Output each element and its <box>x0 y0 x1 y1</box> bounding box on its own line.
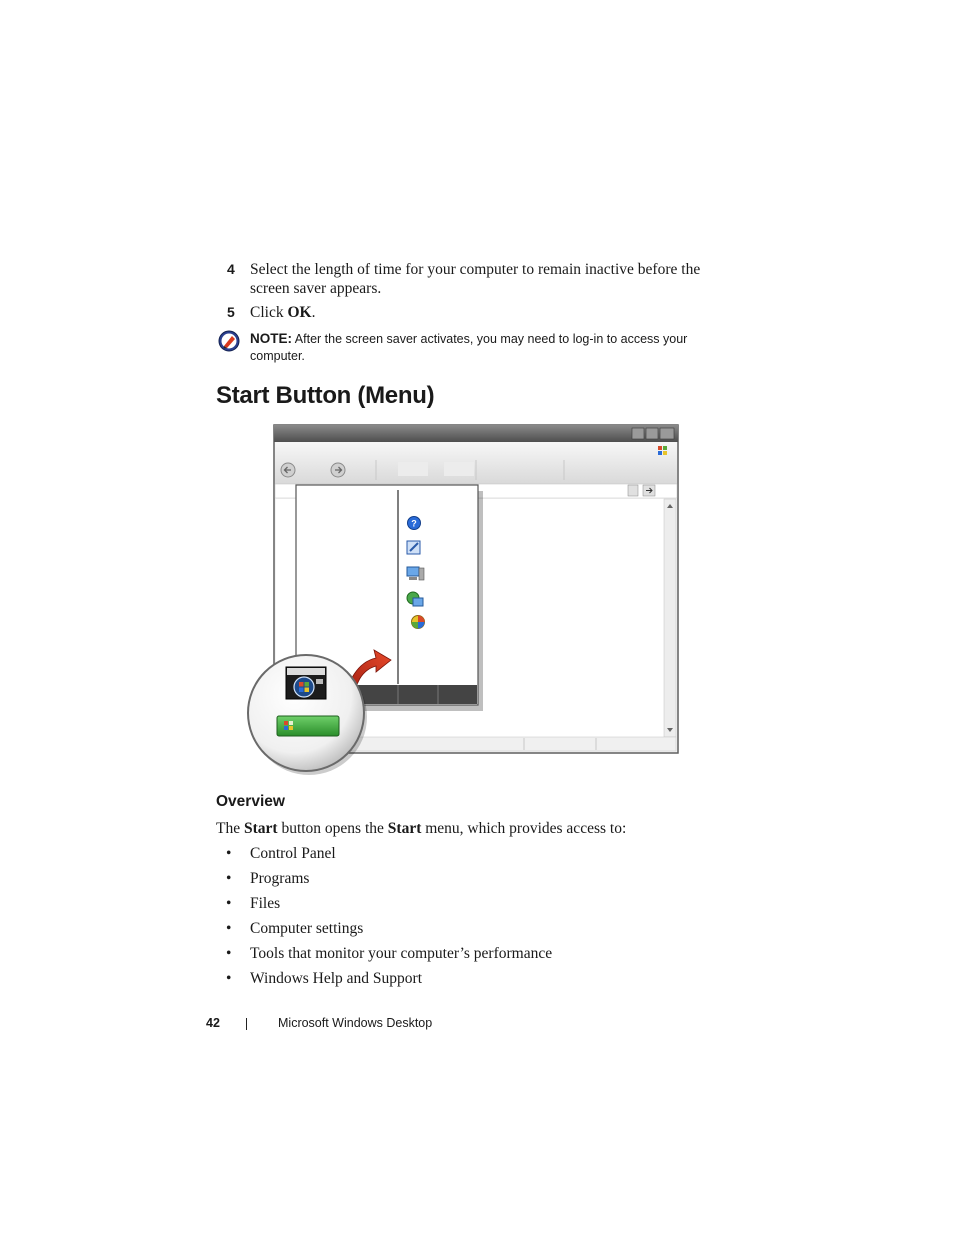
vertical-scrollbar <box>664 499 676 737</box>
section-heading: Overview <box>216 793 285 810</box>
note-pencil-icon <box>218 330 240 352</box>
help-icon <box>408 517 421 530</box>
chevron-down-icon <box>628 485 638 496</box>
close-button <box>660 428 674 439</box>
magnifier-circle <box>248 655 367 775</box>
access-list <box>216 844 716 994</box>
step-text: Select the length of time for your computer to remain inactive before the screen saver appears. <box>250 261 701 297</box>
list-item: • Tools that monitor your computer’s performance <box>226 945 553 962</box>
footer-divider <box>246 1018 247 1030</box>
maximize-button <box>646 428 658 439</box>
list-item: • Computer settings <box>226 920 364 937</box>
chapter-title: Microsoft Windows Desktop <box>278 1016 433 1030</box>
step-number: 4 <box>227 261 235 277</box>
page-number: 42 <box>206 1016 220 1030</box>
control-panel-icon <box>412 616 425 629</box>
list-item: • Windows Help and Support <box>226 970 423 987</box>
list-item: • Files <box>226 895 281 912</box>
svg-text:?: ? <box>411 518 417 529</box>
computer-icon <box>407 567 424 580</box>
intro-paragraph: The Start button opens the Start menu, which provides access to: <box>216 820 627 837</box>
default-programs-icon <box>407 541 420 554</box>
note-text: NOTE: After the screen saver activates, you may need to log-in to access your computer. <box>250 331 688 363</box>
start-button <box>277 716 339 736</box>
list-item: • Programs <box>226 870 310 887</box>
window-titlebar <box>274 425 678 442</box>
step-number: 5 <box>227 304 235 320</box>
page-title: Start Button (Menu) <box>216 382 435 409</box>
step-text: Click OK. <box>250 304 316 321</box>
start-orb-icon <box>286 667 326 699</box>
list-item: • Control Panel <box>226 845 336 862</box>
minimize-button <box>632 428 644 439</box>
start-menu-illustration <box>246 422 682 778</box>
